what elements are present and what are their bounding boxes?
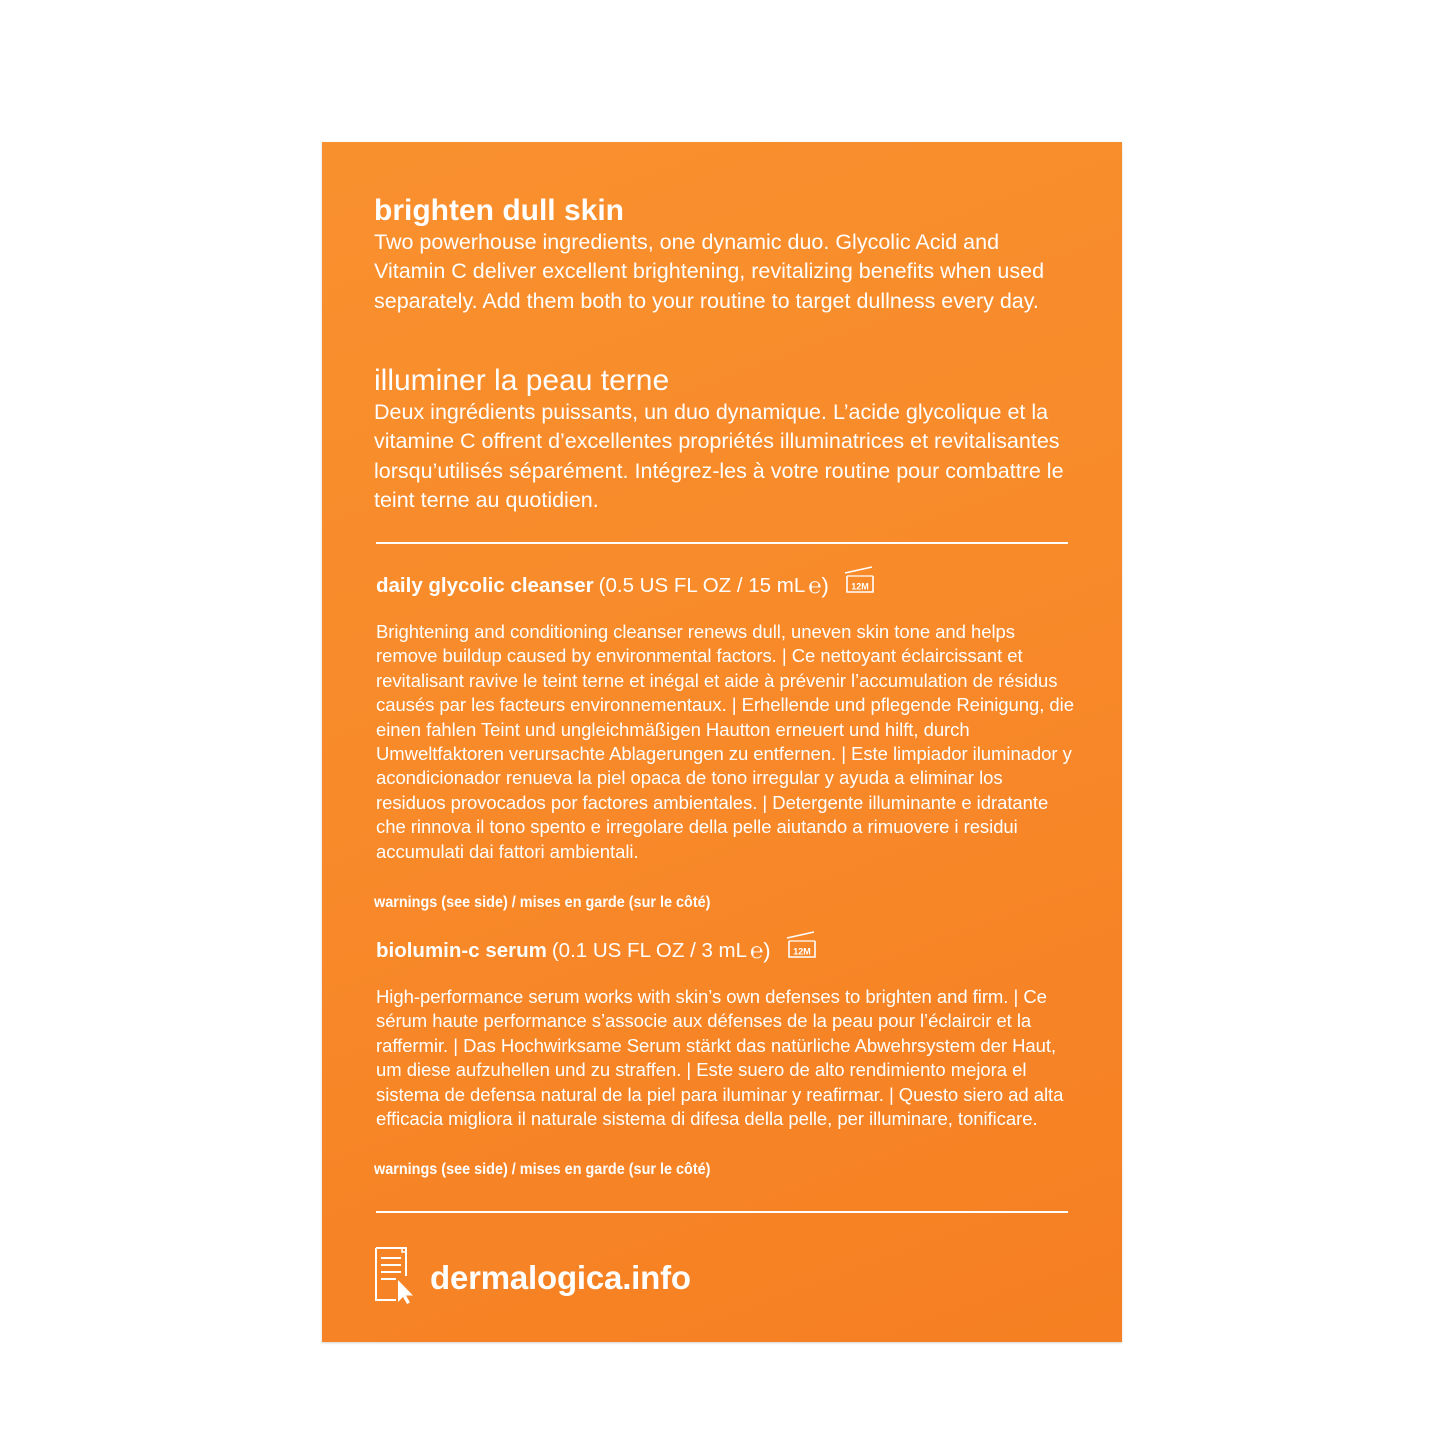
product-description: Brightening and conditioning cleanser renews dull, uneven skin tone and helps remove buildup caused by environmental factors. | Ce nettoyant éclaircissant et revitalisant ravive le teint terne et inégal et aide à prévenir l’accumulation de résidus causés par les facteurs environnementaux. | Erhellende und pflegende Reinigung, die einen fahlen Teint und ungleichmäßigen Hautton erneuert und hilft, durch Umweltfaktoren verursachte Ablagerungen zu entfernen. | Este limpiador iluminador y acondicionador renueva la piel opaca de tono irregular y ayuda a eliminar los residuos provocados por factores ambientales. | Detergente illuminante e idratante che rinnova il tono spento e irregolare della pelle aiutando a rimuovere i residui accumulati dai fattori ambientali. xyxy=(376,621,1074,862)
product-heading xyxy=(376,932,1076,969)
warning-note-cleanser: warnings (see side) / mises en garde (sur le côté) xyxy=(374,894,711,911)
product-cleanser xyxy=(376,567,1076,864)
product-box-back-panel xyxy=(322,142,1122,1342)
period-after-opening-icon xyxy=(785,930,819,967)
pao-label: 12M xyxy=(851,581,869,592)
estimated-sign: ℮) xyxy=(750,937,771,963)
product-description: High-performance serum works with skin’s own defenses to brighten and firm. | Ce sérum haute performance s’associe aux défenses de la peau pour l’éclaircir et la raffermir. | Das Hochwirksame Serum stärkt das natürliche Abwehrsystem der Haut, um diese aufzuhellen und zu straffen. | Este suero de alto rendimiento mejora el sistema de defensa natural de la piel para iluminar y reafirmar. | Questo siero ad alta efficacia migliora il naturale sistema di difesa della pelle, per illuminare, tonificare. xyxy=(376,986,1064,1130)
intro-english xyxy=(374,194,1074,316)
divider-bottom xyxy=(376,1211,1068,1213)
product-heading xyxy=(376,567,1076,604)
warning-note-serum: warnings (see side) / mises en garde (sur le côté) xyxy=(374,1161,711,1178)
product-name: daily glycolic cleanser xyxy=(376,573,594,597)
product-size: (0.1 US FL OZ / 3 mL xyxy=(551,938,748,962)
product-name: biolumin-c serum xyxy=(376,938,547,962)
intro-body-english: Two powerhouse ingredients, one dynamic duo. Glycolic Acid and Vitamin C deliver excellent brightening, revitalizing benefits when used separately. Add them both to your routine to target dullness every day. xyxy=(374,230,1045,313)
intro-body-french: Deux ingrédients puissants, un duo dynamique. L’acide glycolique et la vitamine C offrent d’excellentes propriétés illuminatrices et revitalisantes lorsqu’utilisés séparément. Intégrez-les à votre routine pour combattre le teint terne au quotidien. xyxy=(374,400,1064,512)
pao-label: 12M xyxy=(792,946,811,957)
website-link[interactable] xyxy=(374,1246,691,1309)
website-url[interactable]: dermalogica.info xyxy=(430,1258,691,1296)
divider-top xyxy=(376,542,1068,544)
period-after-opening-icon xyxy=(843,565,877,602)
intro-french xyxy=(374,364,1074,515)
headline-english: brighten dull skin xyxy=(374,194,625,227)
product-serum xyxy=(376,932,1076,1131)
product-size: (0.5 US FL OZ / 15 mL xyxy=(598,573,806,597)
headline-french: illuminer la peau terne xyxy=(374,364,670,397)
document-cursor-icon xyxy=(374,1246,418,1309)
estimated-sign: ℮) xyxy=(808,572,829,598)
